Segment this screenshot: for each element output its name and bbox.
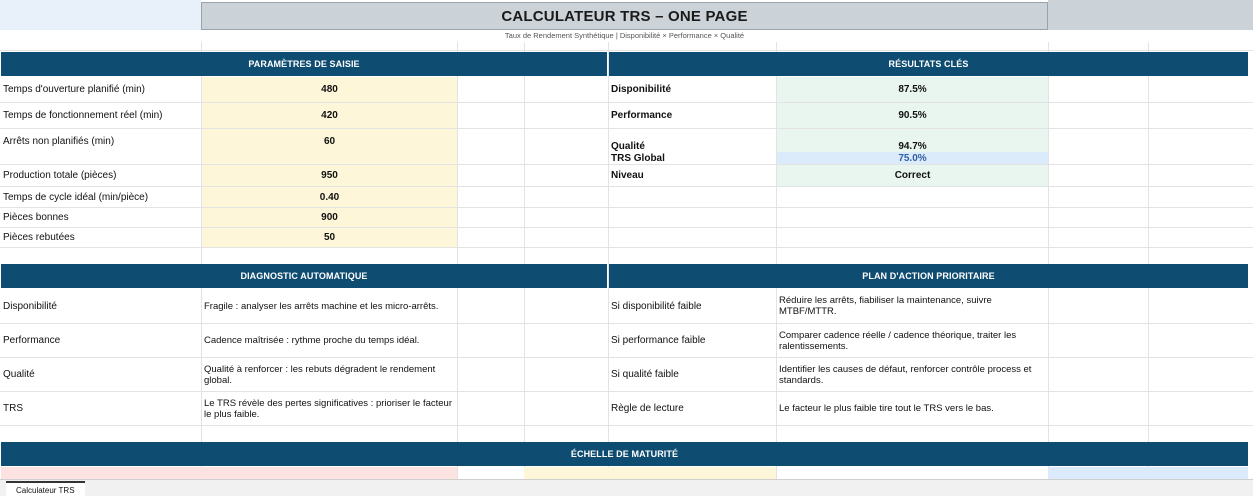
action-label-performance[interactable]: Si performance faible: [611, 335, 706, 346]
action-text-reading-rule[interactable]: Le facteur le plus faible tire tout le TRS vers le bas.: [779, 403, 994, 414]
result-label-quality[interactable]: Qualité: [611, 141, 645, 152]
diagnostic-label-trs[interactable]: TRS: [3, 403, 23, 414]
input-value-good-parts[interactable]: 900: [202, 208, 457, 227]
input-label-unplanned-stops[interactable]: Arrêts non planifiés (min): [3, 136, 115, 147]
sheet-tab-bar: [0, 479, 1253, 496]
input-label-total-production[interactable]: Production totale (pièces): [3, 170, 117, 181]
page-title[interactable]: CALCULATEUR TRS – ONE PAGE: [201, 2, 1048, 30]
result-label-level[interactable]: Niveau: [611, 170, 644, 181]
grid-line: [1148, 42, 1149, 479]
action-label-quality[interactable]: Si qualité faible: [611, 369, 679, 380]
page-subtitle[interactable]: Taux de Rendement Synthétique | Disponibilité × Performance × Qualité: [504, 31, 745, 40]
maturity-header[interactable]: ÉCHELLE DE MATURITÉ: [1, 442, 1248, 466]
diagnostic-label-availability[interactable]: Disponibilité: [3, 300, 57, 312]
action-label-reading-rule[interactable]: Règle de lecture: [611, 403, 684, 414]
result-value-availability[interactable]: 87.5%: [777, 77, 1048, 102]
grid-line: [0, 50, 1253, 51]
diagnostic-label-performance[interactable]: Performance: [3, 335, 61, 346]
title-right-cell[interactable]: [1048, 0, 1253, 30]
result-value-performance[interactable]: 90.5%: [777, 103, 1048, 128]
action-text-availability[interactable]: Réduire les arrêts, fiabiliser la maintenance, suivre MTBF/MTTR.: [779, 295, 992, 317]
action-text-quality[interactable]: Identifier les causes de défaut, renforcer contrôle process et standards.: [779, 363, 1032, 386]
grid-line: [524, 42, 525, 479]
input-value-run-time[interactable]: 420: [202, 103, 457, 128]
input-value-cycle-time[interactable]: 0.40: [202, 187, 457, 207]
result-label-performance[interactable]: Performance: [611, 110, 673, 121]
diagnostic-text-performance[interactable]: Cadence maîtrisée : rythme proche du temps idéal.: [204, 335, 420, 346]
input-value-blank[interactable]: [202, 154, 457, 164]
grid-line: [0, 247, 1253, 248]
diagnostic-text-availability[interactable]: Fragile : analyser les arrêts machine et les micro-arrêts.: [204, 300, 439, 312]
maturity-level-low[interactable]: [1, 467, 457, 479]
input-label-cycle-time[interactable]: Temps de cycle idéal (min/pièce): [3, 191, 149, 203]
input-value-opening-time[interactable]: 480: [202, 77, 457, 102]
input-label-opening-time[interactable]: Temps d'ouverture planifié (min): [3, 84, 145, 95]
sheet-tab-calculateur[interactable]: Calculateur TRS: [6, 481, 85, 498]
diagnostic-label-quality[interactable]: Qualité: [3, 369, 35, 380]
maturity-level-medium[interactable]: [524, 467, 776, 479]
diagnostic-text-quality[interactable]: Qualité à renforcer : les rebuts dégradent le rendement global.: [204, 363, 436, 386]
result-value-quality[interactable]: 94.7%: [777, 129, 1048, 152]
input-label-good-parts[interactable]: Pièces bonnes: [3, 212, 69, 223]
input-value-scrap-parts[interactable]: 50: [202, 228, 457, 247]
result-label-trs[interactable]: TRS Global: [611, 152, 665, 164]
input-label-run-time[interactable]: Temps de fonctionnement réel (min): [3, 110, 163, 121]
inputs-header[interactable]: PARAMÈTRES DE SAISIE: [1, 52, 607, 76]
input-value-total-production[interactable]: 950: [202, 165, 457, 186]
grid-line: [0, 425, 1253, 426]
grid-line: [1048, 42, 1049, 479]
action-plan-header[interactable]: PLAN D'ACTION PRIORITAIRE: [609, 264, 1248, 288]
diagnostic-text-trs[interactable]: Le TRS révèle des pertes significatives : prioriser le facteur le plus faible.: [204, 397, 452, 420]
diagnostic-header[interactable]: DIAGNOSTIC AUTOMATIQUE: [1, 264, 607, 288]
results-header[interactable]: RÉSULTATS CLÉS: [609, 52, 1248, 76]
result-label-availability[interactable]: Disponibilité: [611, 84, 671, 95]
action-text-performance[interactable]: Comparer cadence réelle / cadence théorique, traiter les ralentissements.: [779, 329, 1017, 352]
input-label-scrap-parts[interactable]: Pièces rebutées: [3, 232, 75, 243]
result-value-trs[interactable]: 75.0%: [777, 152, 1048, 164]
title-left-cell[interactable]: [0, 0, 201, 30]
maturity-level-high[interactable]: [1048, 467, 1248, 479]
result-value-level[interactable]: Correct: [777, 165, 1048, 186]
input-value-unplanned-stops[interactable]: 60: [202, 129, 457, 154]
grid-line: [457, 42, 458, 479]
action-label-availability[interactable]: Si disponibilité faible: [611, 300, 702, 312]
